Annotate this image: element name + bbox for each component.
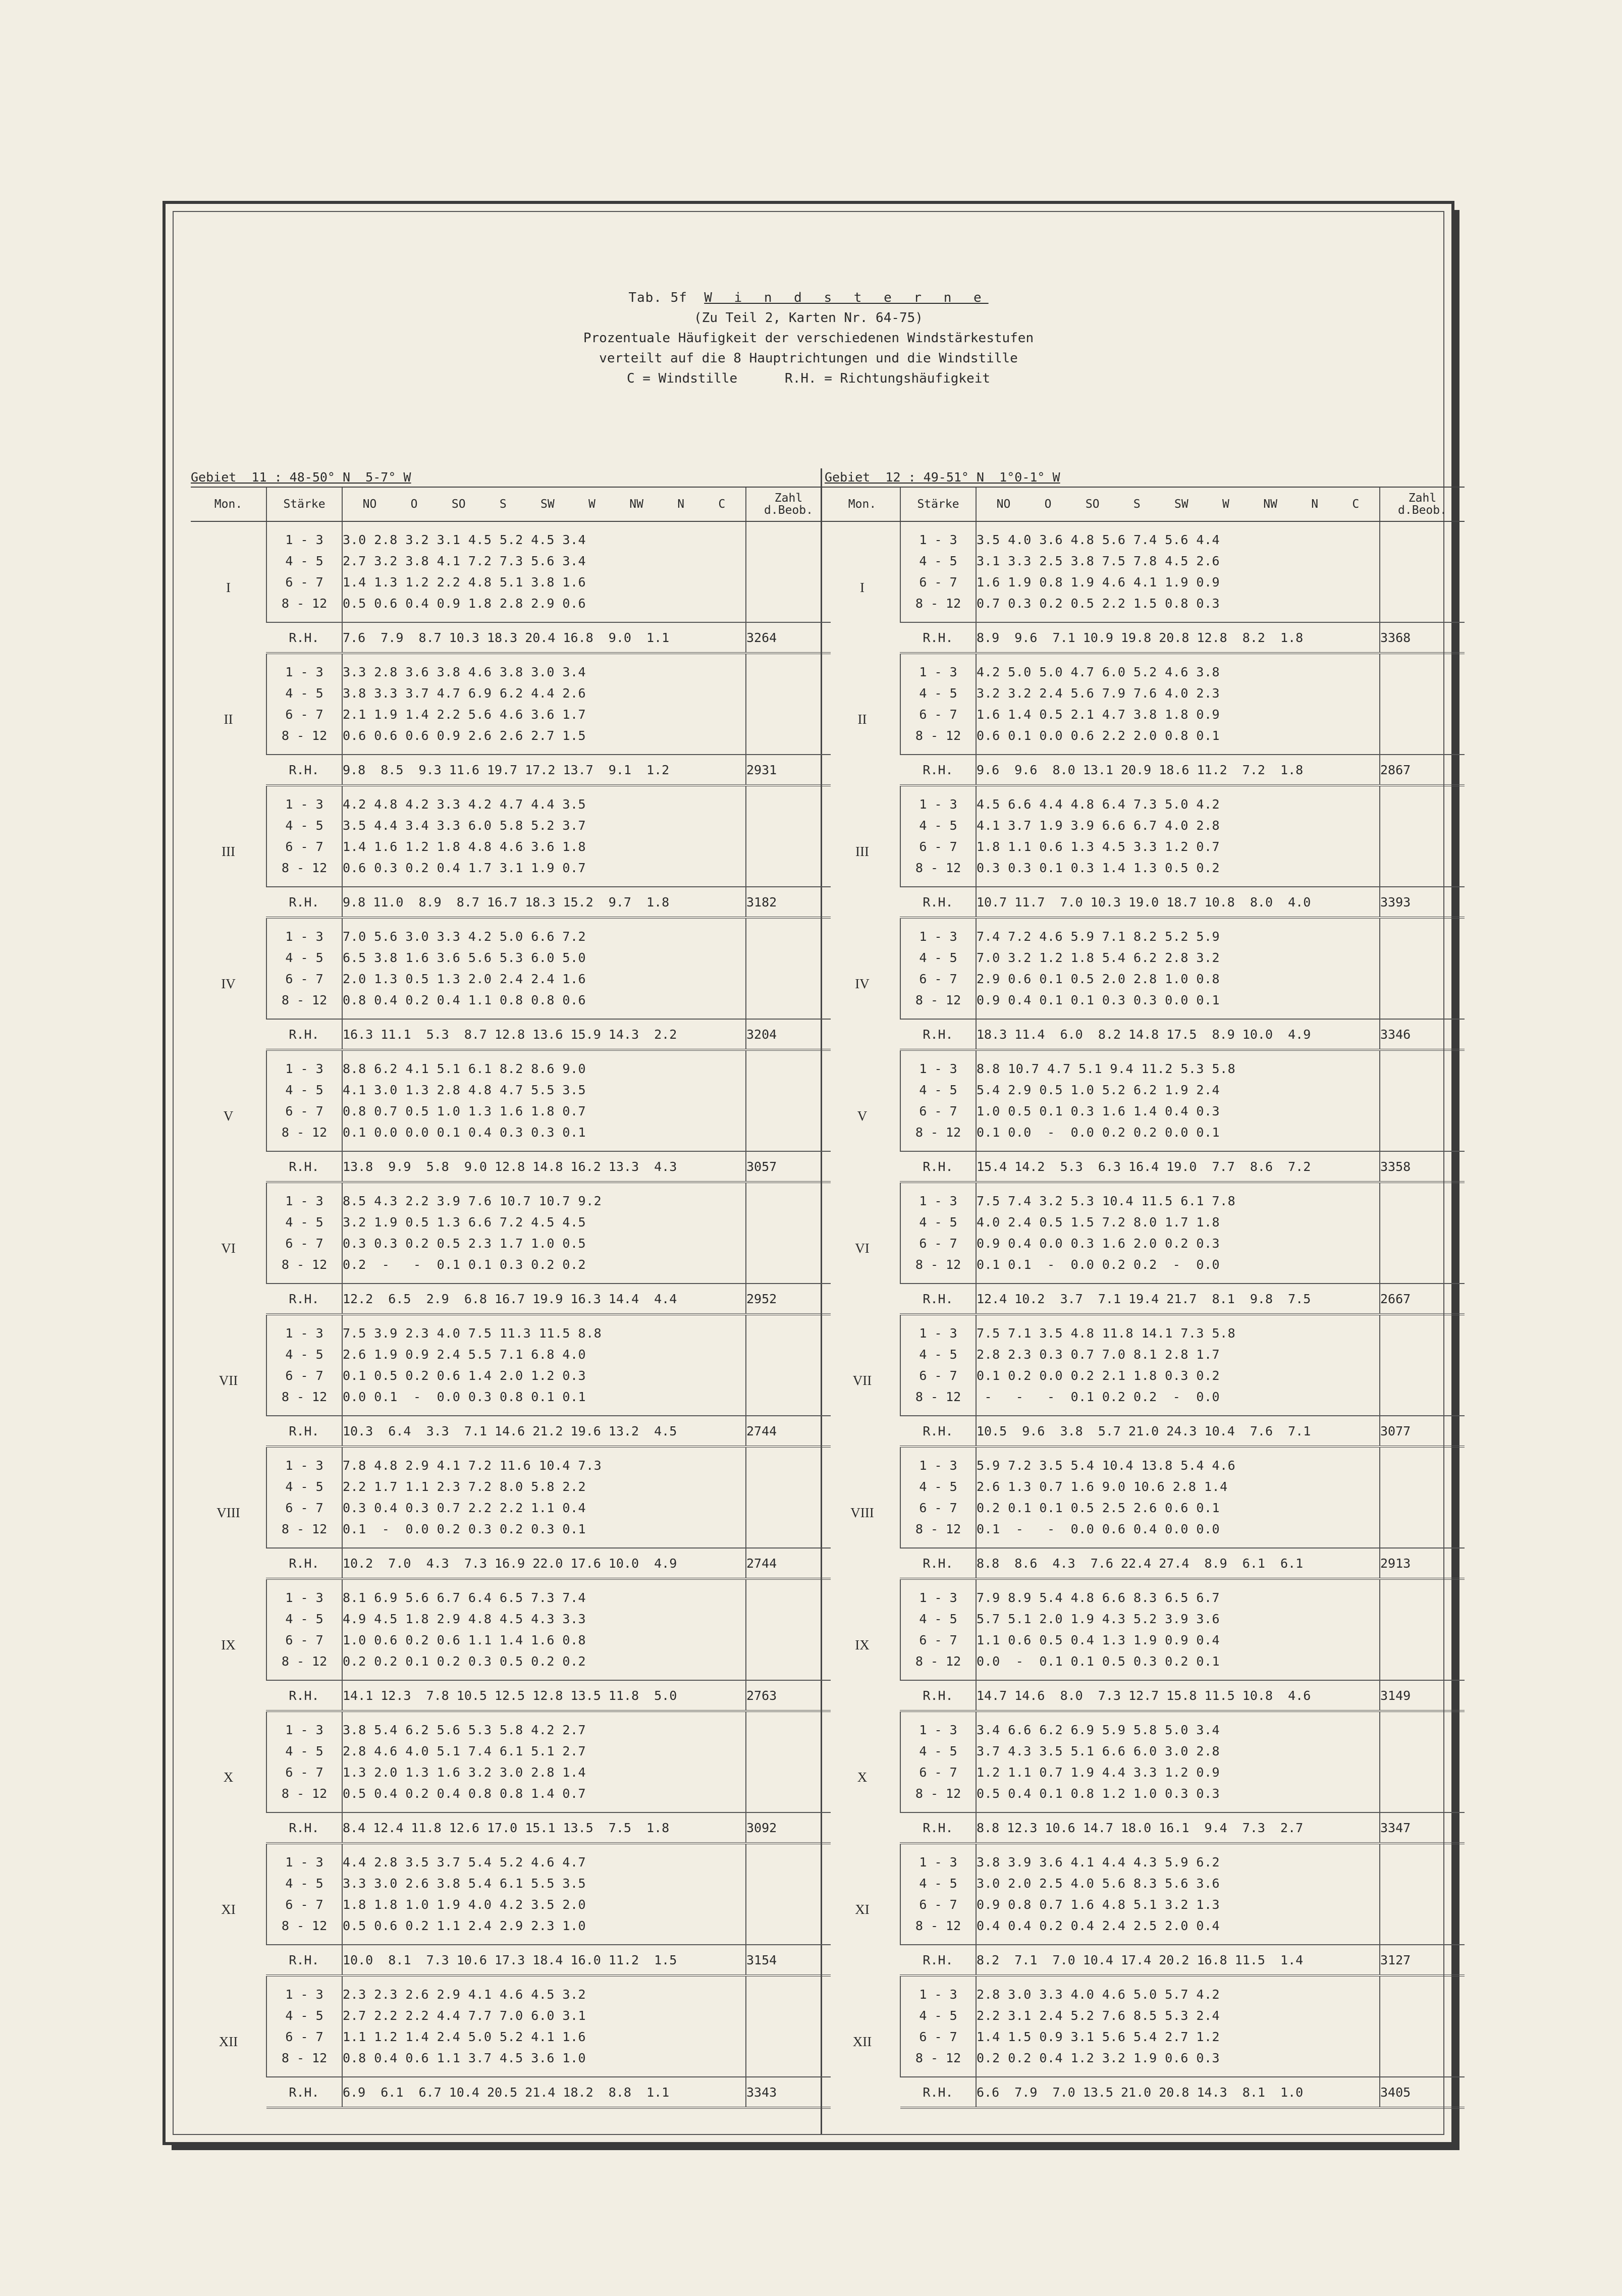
- zahl-value: 3264: [746, 622, 831, 653]
- rh-values: 12.4 10.2 3.7 7.1 19.4 21.7 8.1 9.8 7.5: [976, 1284, 1380, 1314]
- month-label: VII: [852, 1372, 872, 1388]
- staerke-labels: 1 - 3 4 - 5 6 - 7 8 - 12: [900, 1447, 976, 1548]
- rh-label: R.H.: [900, 1680, 976, 1711]
- rh-label: R.H.: [266, 1416, 342, 1447]
- rh-values: 12.2 6.5 2.9 6.8 16.7 19.9 16.3 14.4 4.4: [342, 1284, 746, 1314]
- staerke-labels: 1 - 3 4 - 5 6 - 7 8 - 12: [266, 918, 342, 1019]
- zahl-empty: [746, 1182, 831, 1284]
- gebiet-11-table: [191, 487, 831, 2109]
- zahl-value: 2913: [1380, 1548, 1465, 1579]
- frequency-values: 7.4 7.2 4.6 5.9 7.1 8.2 5.2 5.9 7.0 3.2 1.2 1.8 5.4 6.2 2.8 3.2 2.9 0.6 0.1 0.5 2.0 2.8 1.0 0.8 0.9 0.4 0.1 0.1 0.3 0.3 0.0 0.1: [976, 918, 1380, 1019]
- col-zahl: Zahl d.Beob.: [1380, 487, 1465, 521]
- month-row: [825, 1447, 1465, 1548]
- month-row: [191, 521, 831, 622]
- rh-values: 14.7 14.6 8.0 7.3 12.7 15.8 11.5 10.8 4.6: [976, 1680, 1380, 1711]
- staerke-labels: 1 - 3 4 - 5 6 - 7 8 - 12: [900, 1182, 976, 1284]
- month-row: [825, 918, 1465, 1019]
- col-directions: [342, 487, 746, 521]
- month-row: [191, 1975, 831, 2077]
- col-dir: NW: [629, 498, 643, 511]
- rh-label: R.H.: [900, 755, 976, 785]
- staerke-labels: 1 - 3 4 - 5 6 - 7 8 - 12: [266, 1050, 342, 1151]
- month-row: [825, 1182, 1465, 1284]
- zahl-empty: [1380, 1711, 1465, 1812]
- col-dir: N: [677, 498, 685, 511]
- rh-label: R.H.: [266, 2077, 342, 2108]
- month-label: XII: [219, 2034, 238, 2049]
- tab-title: W i n d s t e r n e: [704, 290, 989, 305]
- rh-label: R.H.: [266, 755, 342, 785]
- rh-values: 7.6 7.9 8.7 10.3 18.3 20.4 16.8 9.0 1.1: [342, 622, 746, 653]
- zahl-empty: [746, 1975, 831, 2077]
- rh-values: 8.8 8.6 4.3 7.6 22.4 27.4 8.9 6.1 6.1: [976, 1548, 1380, 1579]
- tab-number: Tab. 5f: [628, 290, 687, 305]
- gebiet-12-panel: [825, 468, 1465, 2109]
- rh-row: [825, 1812, 1465, 1843]
- rh-values: 8.2 7.1 7.0 10.4 17.4 20.2 16.8 11.5 1.4: [976, 1945, 1380, 1975]
- month-row: [825, 1843, 1465, 1945]
- staerke-labels: 1 - 3 4 - 5 6 - 7 8 - 12: [266, 1975, 342, 2077]
- month-label: II: [857, 711, 867, 727]
- frequency-values: 4.2 4.8 4.2 3.3 4.2 4.7 4.4 3.5 3.5 4.4 3.4 3.3 6.0 5.8 5.2 3.7 1.4 1.6 1.2 1.8 4.8 4.6 3.6 1.8 0.6 0.3 0.2 0.4 1.7 3.1 1.9 0.7: [342, 785, 746, 887]
- frequency-values: 3.8 5.4 6.2 5.6 5.3 5.8 4.2 2.7 2.8 4.6 4.0 5.1 7.4 6.1 5.1 2.7 1.3 2.0 1.3 1.6 3.2 3.0 2.8 1.4 0.5 0.4 0.2 0.4 0.8 0.8 1.4 0.7: [342, 1711, 746, 1812]
- month-label: VIII: [850, 1505, 874, 1520]
- month-row: [825, 1975, 1465, 2077]
- zahl-empty: [1380, 1050, 1465, 1151]
- month-row: [825, 521, 1465, 622]
- month-row: [191, 785, 831, 887]
- rh-row: [191, 2077, 831, 2108]
- month-row: [825, 1579, 1465, 1680]
- rh-label: R.H.: [900, 1416, 976, 1447]
- month-row: [825, 1711, 1465, 1812]
- rh-row: [191, 1945, 831, 1975]
- rh-label: R.H.: [266, 1284, 342, 1314]
- frequency-values: 8.8 6.2 4.1 5.1 6.1 8.2 8.6 9.0 4.1 3.0 1.3 2.8 4.8 4.7 5.5 3.5 0.8 0.7 0.5 1.0 1.3 1.6 1.8 0.7 0.1 0.0 0.0 0.1 0.4 0.3 0.3 0.1: [342, 1050, 746, 1151]
- frequency-values: 3.8 3.9 3.6 4.1 4.4 4.3 5.9 6.2 3.0 2.0 2.5 4.0 5.6 8.3 5.6 3.6 0.9 0.8 0.7 1.6 4.8 5.1 3.2 1.3 0.4 0.4 0.2 0.4 2.4 2.5 2.0 0.4: [976, 1843, 1380, 1945]
- col-dir: NO: [362, 498, 377, 511]
- zahl-value: 3057: [746, 1151, 831, 1182]
- frequency-values: 4.5 6.6 4.4 4.8 6.4 7.3 5.0 4.2 4.1 3.7 1.9 3.9 6.6 6.7 4.0 2.8 1.8 1.1 0.6 1.3 4.5 3.3 1.2 0.7 0.3 0.3 0.1 0.3 1.4 1.3 0.5 0.2: [976, 785, 1380, 887]
- rh-row: [825, 887, 1465, 918]
- rh-row: [191, 622, 831, 653]
- rh-values: 10.3 6.4 3.3 7.1 14.6 21.2 19.6 13.2 4.5: [342, 1416, 746, 1447]
- zahl-empty: [746, 1447, 831, 1548]
- rh-label: R.H.: [900, 887, 976, 918]
- table-inner-border: [173, 211, 1447, 2135]
- rh-values: 6.9 6.1 6.7 10.4 20.5 21.4 18.2 8.8 1.1: [342, 2077, 746, 2108]
- staerke-labels: 1 - 3 4 - 5 6 - 7 8 - 12: [900, 1711, 976, 1812]
- gebiet-11-panel: [191, 468, 831, 2109]
- zahl-value: 3149: [1380, 1680, 1465, 1711]
- rh-row: [825, 1680, 1465, 1711]
- zahl-value: 3358: [1380, 1151, 1465, 1182]
- zahl-empty: [746, 785, 831, 887]
- rh-values: 14.1 12.3 7.8 10.5 12.5 12.8 13.5 11.8 5.0: [342, 1680, 746, 1711]
- staerke-labels: 1 - 3 4 - 5 6 - 7 8 - 12: [266, 785, 342, 887]
- staerke-labels: 1 - 3 4 - 5 6 - 7 8 - 12: [266, 1843, 342, 1945]
- month-label: IV: [221, 976, 236, 991]
- zahl-value: 2867: [1380, 755, 1465, 785]
- staerke-labels: 1 - 3 4 - 5 6 - 7 8 - 12: [900, 521, 976, 622]
- frequency-values: 4.4 2.8 3.5 3.7 5.4 5.2 4.6 4.7 3.3 3.0 2.6 3.8 5.4 6.1 5.5 3.5 1.8 1.8 1.0 1.9 4.0 4.2 3.5 2.0 0.5 0.6 0.2 1.1 2.4 2.9 2.3 1.0: [342, 1843, 746, 1945]
- rh-row: [825, 1284, 1465, 1314]
- zahl-value: 3368: [1380, 622, 1465, 653]
- month-label: IV: [855, 976, 870, 991]
- frequency-values: 7.5 7.1 3.5 4.8 11.8 14.1 7.3 5.8 2.8 2.3 0.3 0.7 7.0 8.1 2.8 1.7 0.1 0.2 0.0 0.2 2.1 1.8 0.3 0.2 - - - 0.1 0.2 0.2 - 0.0: [976, 1314, 1380, 1416]
- frequency-values: 4.2 5.0 5.0 4.7 6.0 5.2 4.6 3.8 3.2 3.2 2.4 5.6 7.9 7.6 4.0 2.3 1.6 1.4 0.5 2.1 4.7 3.8 1.8 0.9 0.6 0.1 0.0 0.6 2.2 2.0 0.8 0.1: [976, 653, 1380, 755]
- rh-row: [191, 1548, 831, 1579]
- frequency-values: 7.0 5.6 3.0 3.3 4.2 5.0 6.6 7.2 6.5 3.8 1.6 3.6 5.6 5.3 6.0 5.0 2.0 1.3 0.5 1.3 2.0 2.4 2.4 1.6 0.8 0.4 0.2 0.4 1.1 0.8 0.8 0.6: [342, 918, 746, 1019]
- rh-label: R.H.: [266, 1151, 342, 1182]
- rh-row: [825, 1548, 1465, 1579]
- staerke-labels: 1 - 3 4 - 5 6 - 7 8 - 12: [900, 785, 976, 887]
- month-row: [191, 1711, 831, 1812]
- rh-label: R.H.: [266, 1548, 342, 1579]
- rh-row: [191, 1151, 831, 1182]
- col-dir: NO: [996, 498, 1011, 511]
- rh-values: 9.8 11.0 8.9 8.7 16.7 18.3 15.2 9.7 1.8: [342, 887, 746, 918]
- col-dir: SW: [1174, 498, 1188, 511]
- zahl-value: 3347: [1380, 1812, 1465, 1843]
- rh-label: R.H.: [266, 1945, 342, 1975]
- rh-values: 8.4 12.4 11.8 12.6 17.0 15.1 13.5 7.5 1.8: [342, 1812, 746, 1843]
- staerke-labels: 1 - 3 4 - 5 6 - 7 8 - 12: [900, 1314, 976, 1416]
- zahl-value: 3154: [746, 1945, 831, 1975]
- rh-row: [825, 1151, 1465, 1182]
- staerke-labels: 1 - 3 4 - 5 6 - 7 8 - 12: [900, 1843, 976, 1945]
- rh-label: R.H.: [266, 622, 342, 653]
- frequency-values: 7.8 4.8 2.9 4.1 7.2 11.6 10.4 7.3 2.2 1.7 1.1 2.3 7.2 8.0 5.8 2.2 0.3 0.4 0.3 0.7 2.2 2.2 1.1 0.4 0.1 - 0.0 0.2 0.3 0.2 0.3 0.1: [342, 1447, 746, 1548]
- col-dir: W: [588, 498, 596, 511]
- zahl-value: 2744: [746, 1548, 831, 1579]
- month-row: [191, 1447, 831, 1548]
- zahl-empty: [746, 1579, 831, 1680]
- month-row: [191, 653, 831, 755]
- rh-values: 8.9 9.6 7.1 10.9 19.8 20.8 12.8 8.2 1.8: [976, 622, 1380, 653]
- col-dir: S: [1133, 498, 1141, 511]
- rh-values: 10.0 8.1 7.3 10.6 17.3 18.4 16.0 11.2 1.5: [342, 1945, 746, 1975]
- frequency-values: 7.5 3.9 2.3 4.0 7.5 11.3 11.5 8.8 2.6 1.9 0.9 2.4 5.5 7.1 6.8 4.0 0.1 0.5 0.2 0.6 1.4 2.0 1.2 0.3 0.0 0.1 - 0.0 0.3 0.8 0.1 0.1: [342, 1314, 746, 1416]
- rh-label: R.H.: [900, 2077, 976, 2108]
- month-label: V: [223, 1108, 234, 1124]
- month-row: [825, 1314, 1465, 1416]
- month-label: IX: [855, 1637, 870, 1652]
- zahl-value: 3204: [746, 1019, 831, 1050]
- rh-row: [825, 1019, 1465, 1050]
- rh-values: 10.5 9.6 3.8 5.7 21.0 24.3 10.4 7.6 7.1: [976, 1416, 1380, 1447]
- zahl-empty: [1380, 1843, 1465, 1945]
- rh-row: [825, 622, 1465, 653]
- table-reference: (Zu Teil 2, Karten Nr. 64-75): [694, 310, 923, 326]
- table-description-2: verteilt auf die 8 Hauptrichtungen und die Windstille: [599, 351, 1018, 366]
- zahl-empty: [1380, 1447, 1465, 1548]
- frequency-values: 2.3 2.3 2.6 2.9 4.1 4.6 4.5 3.2 2.7 2.2 2.2 4.4 7.7 7.0 6.0 3.1 1.1 1.2 1.4 2.4 5.0 5.2 4.1 1.6 0.8 0.4 0.6 1.1 3.7 4.5 3.6 1.0: [342, 1975, 746, 2077]
- staerke-labels: 1 - 3 4 - 5 6 - 7 8 - 12: [266, 1447, 342, 1548]
- month-row: [191, 1314, 831, 1416]
- zahl-empty: [1380, 1314, 1465, 1416]
- rh-label: R.H.: [266, 1019, 342, 1050]
- rh-label: R.H.: [900, 622, 976, 653]
- gebiet-11-title: Gebiet 11 : 48-50° N 5-7° W: [191, 470, 411, 485]
- zahl-empty: [746, 1711, 831, 1812]
- col-zahl: Zahl d.Beob.: [746, 487, 831, 521]
- staerke-labels: 1 - 3 4 - 5 6 - 7 8 - 12: [266, 653, 342, 755]
- zahl-value: 3092: [746, 1812, 831, 1843]
- staerke-labels: 1 - 3 4 - 5 6 - 7 8 - 12: [266, 1314, 342, 1416]
- frequency-values: 8.5 4.3 2.2 3.9 7.6 10.7 10.7 9.2 3.2 1.9 0.5 1.3 6.6 7.2 4.5 4.5 0.3 0.3 0.2 0.5 2.3 1.7 1.0 0.5 0.2 - - 0.1 0.1 0.3 0.2 0.2: [342, 1182, 746, 1284]
- zahl-value: 3182: [746, 887, 831, 918]
- rh-values: 10.2 7.0 4.3 7.3 16.9 22.0 17.6 10.0 4.9: [342, 1548, 746, 1579]
- gebiet-12-title: Gebiet 12 : 49-51° N 1°0-1° W: [825, 470, 1060, 485]
- zahl-empty: [1380, 521, 1465, 622]
- rh-values: 13.8 9.9 5.8 9.0 12.8 14.8 16.2 13.3 4.3: [342, 1151, 746, 1182]
- rh-values: 16.3 11.1 5.3 8.7 12.8 13.6 15.9 14.3 2.2: [342, 1019, 746, 1050]
- zahl-empty: [1380, 785, 1465, 887]
- zahl-empty: [746, 521, 831, 622]
- month-label: II: [224, 711, 233, 727]
- rh-row: [191, 1284, 831, 1314]
- frequency-values: 5.9 7.2 3.5 5.4 10.4 13.8 5.4 4.6 2.6 1.3 0.7 1.6 9.0 10.6 2.8 1.4 0.2 0.1 0.1 0.5 2.5 2.6 0.6 0.1 0.1 - - 0.0 0.6 0.4 0.0 0.0: [976, 1447, 1380, 1548]
- month-label: I: [226, 579, 231, 595]
- staerke-labels: 1 - 3 4 - 5 6 - 7 8 - 12: [266, 1579, 342, 1680]
- table-legend: C = Windstille R.H. = Richtungshäufigkeit: [626, 371, 991, 386]
- rh-row: [825, 1416, 1465, 1447]
- col-dir: SO: [1085, 498, 1100, 511]
- rh-label: R.H.: [900, 1019, 976, 1050]
- zahl-value: 2667: [1380, 1284, 1465, 1314]
- rh-label: R.H.: [900, 1812, 976, 1843]
- rh-label: R.H.: [900, 1548, 976, 1579]
- frequency-values: 3.3 2.8 3.6 3.8 4.6 3.8 3.0 3.4 3.8 3.3 3.7 4.7 6.9 6.2 4.4 2.6 2.1 1.9 1.4 2.2 5.6 4.6 3.6 1.7 0.6 0.6 0.6 0.9 2.6 2.6 2.7 1.5: [342, 653, 746, 755]
- rh-label: R.H.: [266, 887, 342, 918]
- zahl-empty: [746, 653, 831, 755]
- zahl-value: 2763: [746, 1680, 831, 1711]
- table-title: [174, 288, 1443, 308]
- rh-row: [825, 1945, 1465, 1975]
- col-mon: Mon.: [191, 487, 266, 521]
- rh-values: 9.6 9.6 8.0 13.1 20.9 18.6 11.2 7.2 1.8: [976, 755, 1380, 785]
- rh-values: 8.8 12.3 10.6 14.7 18.0 16.1 9.4 7.3 2.7: [976, 1812, 1380, 1843]
- rh-values: 15.4 14.2 5.3 6.3 16.4 19.0 7.7 8.6 7.2: [976, 1151, 1380, 1182]
- rh-values: 18.3 11.4 6.0 8.2 14.8 17.5 8.9 10.0 4.9: [976, 1019, 1380, 1050]
- rh-row: [191, 755, 831, 785]
- rh-row: [191, 1812, 831, 1843]
- zahl-empty: [746, 1050, 831, 1151]
- month-label: III: [222, 843, 235, 859]
- frequency-values: 8.8 10.7 4.7 5.1 9.4 11.2 5.3 5.8 5.4 2.9 0.5 1.0 5.2 6.2 1.9 2.4 1.0 0.5 0.1 0.3 1.6 1.4 0.4 0.3 0.1 0.0 - 0.0 0.2 0.2 0.0 0.1: [976, 1050, 1380, 1151]
- col-dir: O: [1044, 498, 1052, 511]
- frequency-values: 7.5 7.4 3.2 5.3 10.4 11.5 6.1 7.8 4.0 2.4 0.5 1.5 7.2 8.0 1.7 1.8 0.9 0.4 0.0 0.3 1.6 2.0 0.2 0.3 0.1 0.1 - 0.0 0.2 0.2 - 0.0: [976, 1182, 1380, 1284]
- col-directions: [976, 487, 1380, 521]
- zahl-empty: [1380, 1975, 1465, 2077]
- month-label: XI: [855, 1901, 870, 1917]
- zahl-value: 3346: [1380, 1019, 1465, 1050]
- month-label: XI: [221, 1901, 236, 1917]
- month-row: [191, 918, 831, 1019]
- zahl-empty: [1380, 653, 1465, 755]
- rh-row: [191, 887, 831, 918]
- month-label: X: [857, 1769, 868, 1785]
- staerke-labels: 1 - 3 4 - 5 6 - 7 8 - 12: [266, 521, 342, 622]
- col-dir: N: [1311, 498, 1319, 511]
- frequency-values: 3.0 2.8 3.2 3.1 4.5 5.2 4.5 3.4 2.7 3.2 3.8 4.1 7.2 7.3 5.6 3.4 1.4 1.3 1.2 2.2 4.8 5.1 3.8 1.6 0.5 0.6 0.4 0.9 1.8 2.8 2.9 0.6: [342, 521, 746, 622]
- staerke-labels: 1 - 3 4 - 5 6 - 7 8 - 12: [266, 1711, 342, 1812]
- zahl-empty: [1380, 1579, 1465, 1680]
- zahl-empty: [746, 1843, 831, 1945]
- zahl-value: 3405: [1380, 2077, 1465, 2108]
- col-staerke: Stärke: [900, 487, 976, 521]
- zahl-value: 2744: [746, 1416, 831, 1447]
- month-label: XII: [852, 2034, 872, 2049]
- month-label: VI: [855, 1240, 870, 1256]
- frequency-values: 2.8 3.0 3.3 4.0 4.6 5.0 5.7 4.2 2.2 3.1 2.4 5.2 7.6 8.5 5.3 2.4 1.4 1.5 0.9 3.1 5.6 5.4 2.7 1.2 0.2 0.2 0.4 1.2 3.2 1.9 0.6 0.3: [976, 1975, 1380, 2077]
- month-row: [191, 1182, 831, 1284]
- zahl-value: 3343: [746, 2077, 831, 2108]
- col-dir: W: [1222, 498, 1229, 511]
- rh-label: R.H.: [266, 1812, 342, 1843]
- month-label: VI: [221, 1240, 236, 1256]
- month-label: V: [857, 1108, 868, 1124]
- rh-row: [191, 1680, 831, 1711]
- col-dir: C: [718, 498, 726, 511]
- staerke-labels: 1 - 3 4 - 5 6 - 7 8 - 12: [900, 1579, 976, 1680]
- month-row: [825, 785, 1465, 887]
- frequency-values: 3.5 4.0 3.6 4.8 5.6 7.4 5.6 4.4 3.1 3.3 2.5 3.8 7.5 7.8 4.5 2.6 1.6 1.9 0.8 1.9 4.6 4.1 1.9 0.9 0.7 0.3 0.2 0.5 2.2 1.5 0.8 0.3: [976, 521, 1380, 622]
- col-staerke: Stärke: [266, 487, 342, 521]
- rh-row: [825, 2077, 1465, 2108]
- staerke-labels: 1 - 3 4 - 5 6 - 7 8 - 12: [900, 653, 976, 755]
- month-label: IX: [221, 1637, 236, 1652]
- col-dir: C: [1352, 498, 1360, 511]
- rh-values: 9.8 8.5 9.3 11.6 19.7 17.2 13.7 9.1 1.2: [342, 755, 746, 785]
- col-dir: S: [499, 498, 507, 511]
- rh-row: [191, 1416, 831, 1447]
- col-dir: SO: [451, 498, 466, 511]
- col-mon: Mon.: [825, 487, 900, 521]
- month-row: [191, 1843, 831, 1945]
- table-description-1: Prozentuale Häufigkeit der verschiedenen Windstärkestufen: [583, 331, 1034, 346]
- zahl-empty: [746, 1314, 831, 1416]
- month-row: [191, 1050, 831, 1151]
- rh-label: R.H.: [900, 1151, 976, 1182]
- gebiet-12-table: [825, 487, 1465, 2109]
- frequency-values: 7.9 8.9 5.4 4.8 6.6 8.3 6.5 6.7 5.7 5.1 2.0 1.9 4.3 5.2 3.9 3.6 1.1 0.6 0.5 0.4 1.3 1.9 0.9 0.4 0.0 - 0.1 0.1 0.5 0.3 0.2 0.1: [976, 1579, 1380, 1680]
- zahl-value: 3127: [1380, 1945, 1465, 1975]
- zahl-value: 2931: [746, 755, 831, 785]
- month-row: [825, 653, 1465, 755]
- rh-row: [191, 1019, 831, 1050]
- month-label: III: [855, 843, 869, 859]
- col-dir: SW: [540, 498, 555, 511]
- month-label: X: [223, 1769, 234, 1785]
- rh-label: R.H.: [266, 1680, 342, 1711]
- rh-row: [825, 755, 1465, 785]
- zahl-empty: [746, 918, 831, 1019]
- frequency-values: 3.4 6.6 6.2 6.9 5.9 5.8 5.0 3.4 3.7 4.3 3.5 5.1 6.6 6.0 3.0 2.8 1.2 1.1 0.7 1.9 4.4 3.3 1.2 0.9 0.5 0.4 0.1 0.8 1.2 1.0 0.3 0.3: [976, 1711, 1380, 1812]
- staerke-labels: 1 - 3 4 - 5 6 - 7 8 - 12: [900, 1975, 976, 2077]
- staerke-labels: 1 - 3 4 - 5 6 - 7 8 - 12: [266, 1182, 342, 1284]
- month-row: [191, 1579, 831, 1680]
- rh-values: 10.7 11.7 7.0 10.3 19.0 18.7 10.8 8.0 4.0: [976, 887, 1380, 918]
- rh-label: R.H.: [900, 1945, 976, 1975]
- zahl-value: 3393: [1380, 887, 1465, 918]
- month-label: VII: [219, 1372, 238, 1388]
- table-header: [174, 288, 1443, 389]
- staerke-labels: 1 - 3 4 - 5 6 - 7 8 - 12: [900, 1050, 976, 1151]
- zahl-empty: [1380, 918, 1465, 1019]
- frequency-values: 8.1 6.9 5.6 6.7 6.4 6.5 7.3 7.4 4.9 4.5 1.8 2.9 4.8 4.5 4.3 3.3 1.0 0.6 0.2 0.6 1.1 1.4 1.6 0.8 0.2 0.2 0.1 0.2 0.3 0.5 0.2 0.2: [342, 1579, 746, 1680]
- table-frame: [163, 201, 1454, 2145]
- zahl-empty: [1380, 1182, 1465, 1284]
- zahl-value: 3077: [1380, 1416, 1465, 1447]
- rh-values: 6.6 7.9 7.0 13.5 21.0 20.8 14.3 8.1 1.0: [976, 2077, 1380, 2108]
- zahl-value: 2952: [746, 1284, 831, 1314]
- rh-label: R.H.: [900, 1284, 976, 1314]
- staerke-labels: 1 - 3 4 - 5 6 - 7 8 - 12: [900, 918, 976, 1019]
- month-row: [825, 1050, 1465, 1151]
- month-label: VIII: [217, 1505, 240, 1520]
- month-label: I: [860, 579, 864, 595]
- col-dir: O: [410, 498, 418, 511]
- col-dir: NW: [1263, 498, 1277, 511]
